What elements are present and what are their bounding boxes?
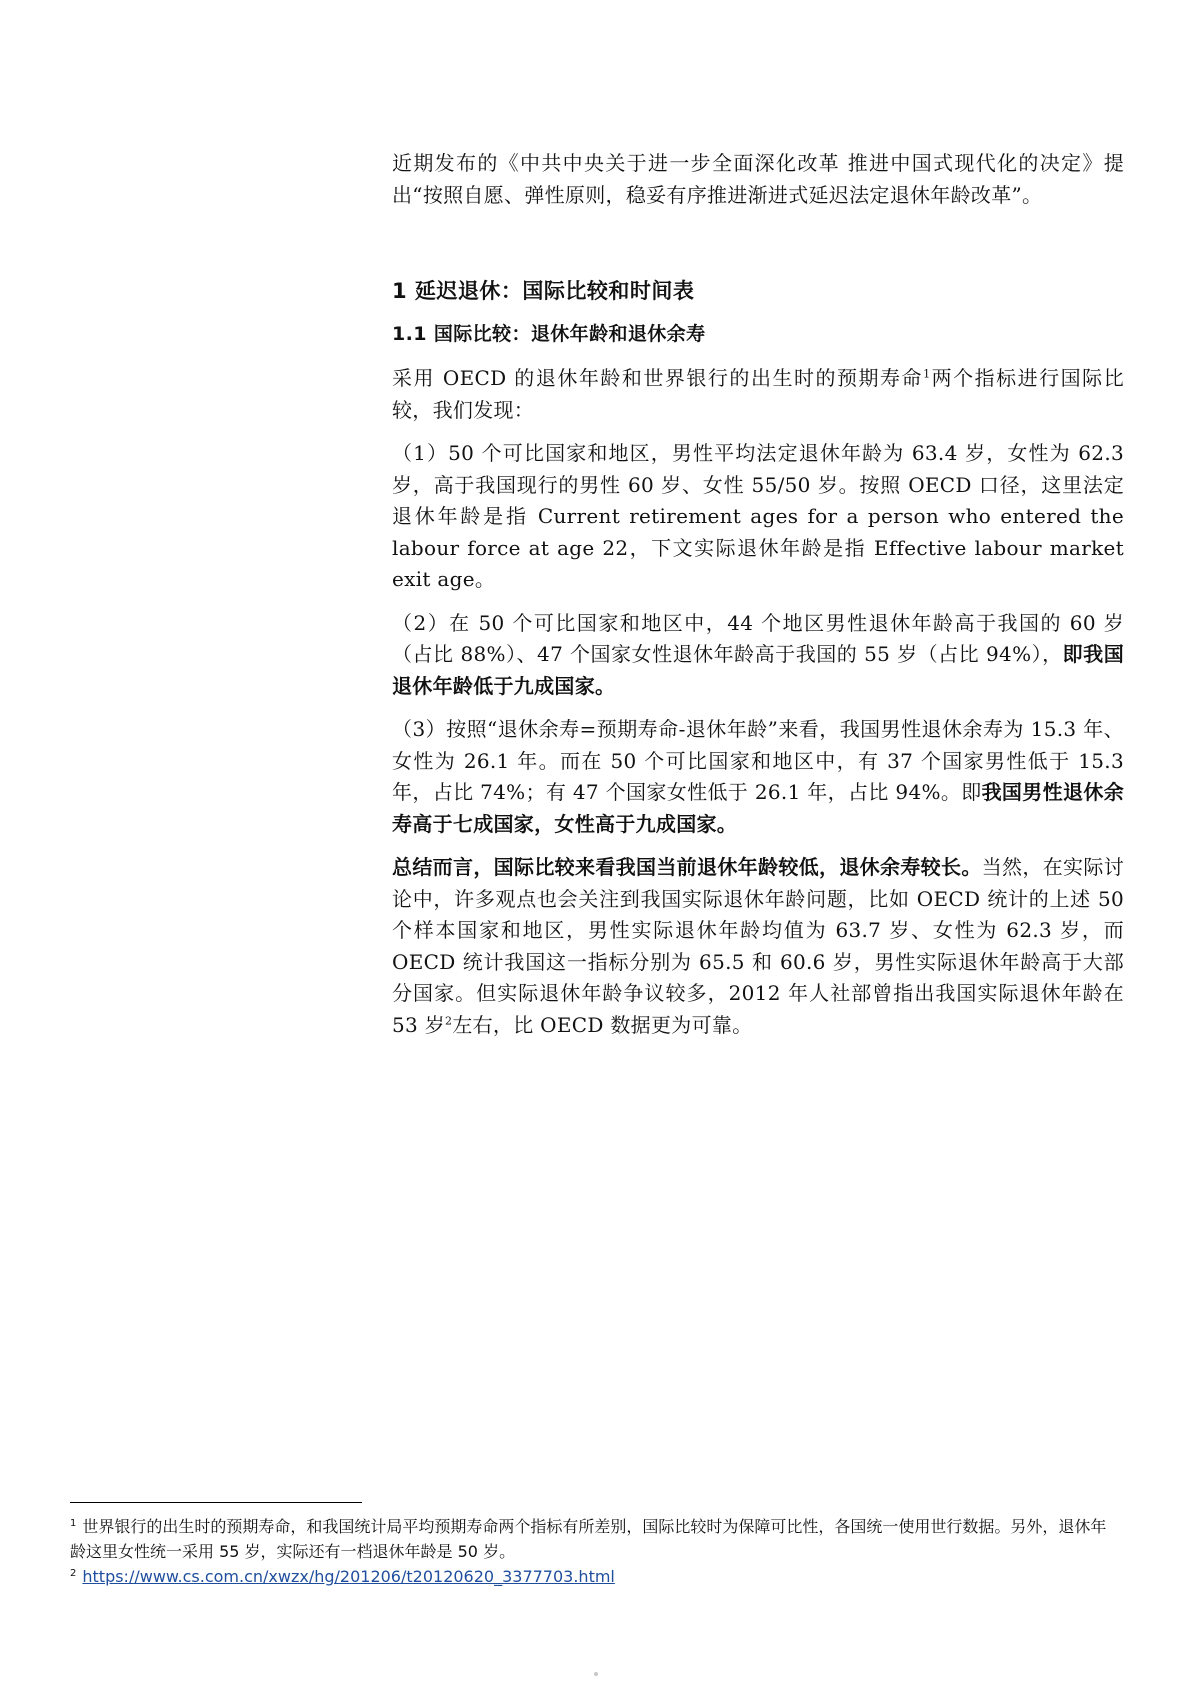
finding-1-paragraph: （1）50 个可比国家和地区，男性平均法定退休年龄为 63.4 岁，女性为 62.3 岁，高于我国现行的男性 60 岁、女性 55/50 岁。按照 OECD 口径，这里法定退休年龄是指 Current retirement ages for a person who entered the labour force at age 22，下文实际退休年龄是指 Effective labour market exit age。 [392,441,1124,591]
method-paragraph [392,363,1124,426]
footnote-2-link[interactable]: https://www.cs.com.cn/xwzx/hg/201206/t20120620_3377703.html [82,1567,615,1586]
finding-3-text: （3）按照“退休余寿=预期寿命-退休年龄”来看，我国男性退休余寿为 15.3 年、女性为 26.1 年。而在 50 个可比国家和地区中，有 37 个国家男性低于 15.3 年，占比 74%；有 47 个国家女性低于 26.1 年，占比 94%。即 [392,717,1124,804]
main-content [392,148,1124,1041]
page-marker [594,1672,598,1676]
footnote-ref-2[interactable]: 2 [445,1013,453,1027]
subsection-heading: 1.1 国际比较：退休年龄和退休余寿 [392,323,706,345]
summary-conclusion: 总结而言，国际比较来看我国当前退休年龄较低，退休余寿较长。 [392,855,982,879]
footnote-1 [70,1514,1110,1564]
footnote-divider [70,1502,362,1503]
finding-3-conclusion: 我国男性退休余寿高于七成国家，女性高于九成国家。 [392,780,1124,836]
method-text: 采用 OECD 的退休年龄和世界银行的出生时的预期寿命 [392,366,924,390]
footnotes [70,1514,1110,1589]
footnote-2-mark: 2 [70,1567,77,1579]
summary-text-tail: 左右，比 OECD 数据更为可靠。 [452,1012,753,1037]
summary-paragraph [392,852,1124,1041]
finding-3-paragraph [392,714,1124,840]
section-heading: 1 延迟退休：国际比较和时间表 [392,279,695,303]
finding-2-paragraph [392,608,1124,703]
finding-2-text: （2）在 50 个可比国家和地区中，44 个地区男性退休年龄高于我国的 60 岁（占比 88%）、47 个国家女性退休年龄高于我国的 55 岁（占比 94%）， [392,610,1124,666]
method-text-tail: 两个指标进行国际比较，我们发现： [392,366,1124,422]
footnote-2 [70,1564,1110,1589]
footnote-ref-1[interactable]: 1 [923,367,931,381]
finding-2-conclusion: 即我国退休年龄低于九成国家。 [392,642,1124,698]
intro-paragraph: 近期发布的《中共中央关于进一步全面深化改革 推进中国式现代化的决定》提出“按照自愿、弹性原则，稳妥有序推进渐进式延迟法定退休年龄改革”。 [392,151,1124,207]
footnote-1-text: 世界银行的出生时的预期寿命，和我国统计局平均预期寿命两个指标有所差别，国际比较时为保障可比性，各国统一使用世行数据。另外，退休年龄这里女性统一采用 55 岁，实际还有一档退休年龄是 50 岁。 [70,1517,1107,1561]
footnote-1-mark: 1 [70,1517,77,1529]
summary-text: 当然，在实际讨论中，许多观点也会关注到我国实际退休年龄问题，比如 OECD 统计的上述 50 个样本国家和地区，男性实际退休年龄均值为 63.7 岁、女性为 62.3 岁，而 OECD 统计我国这一指标分别为 65.5 和 60.6 岁，男性实际退休年龄高于大部分国家。但实际退休年龄争议较多，2012 年人社部曾指出我国实际退休年龄在 53 岁 [392,855,1124,1037]
